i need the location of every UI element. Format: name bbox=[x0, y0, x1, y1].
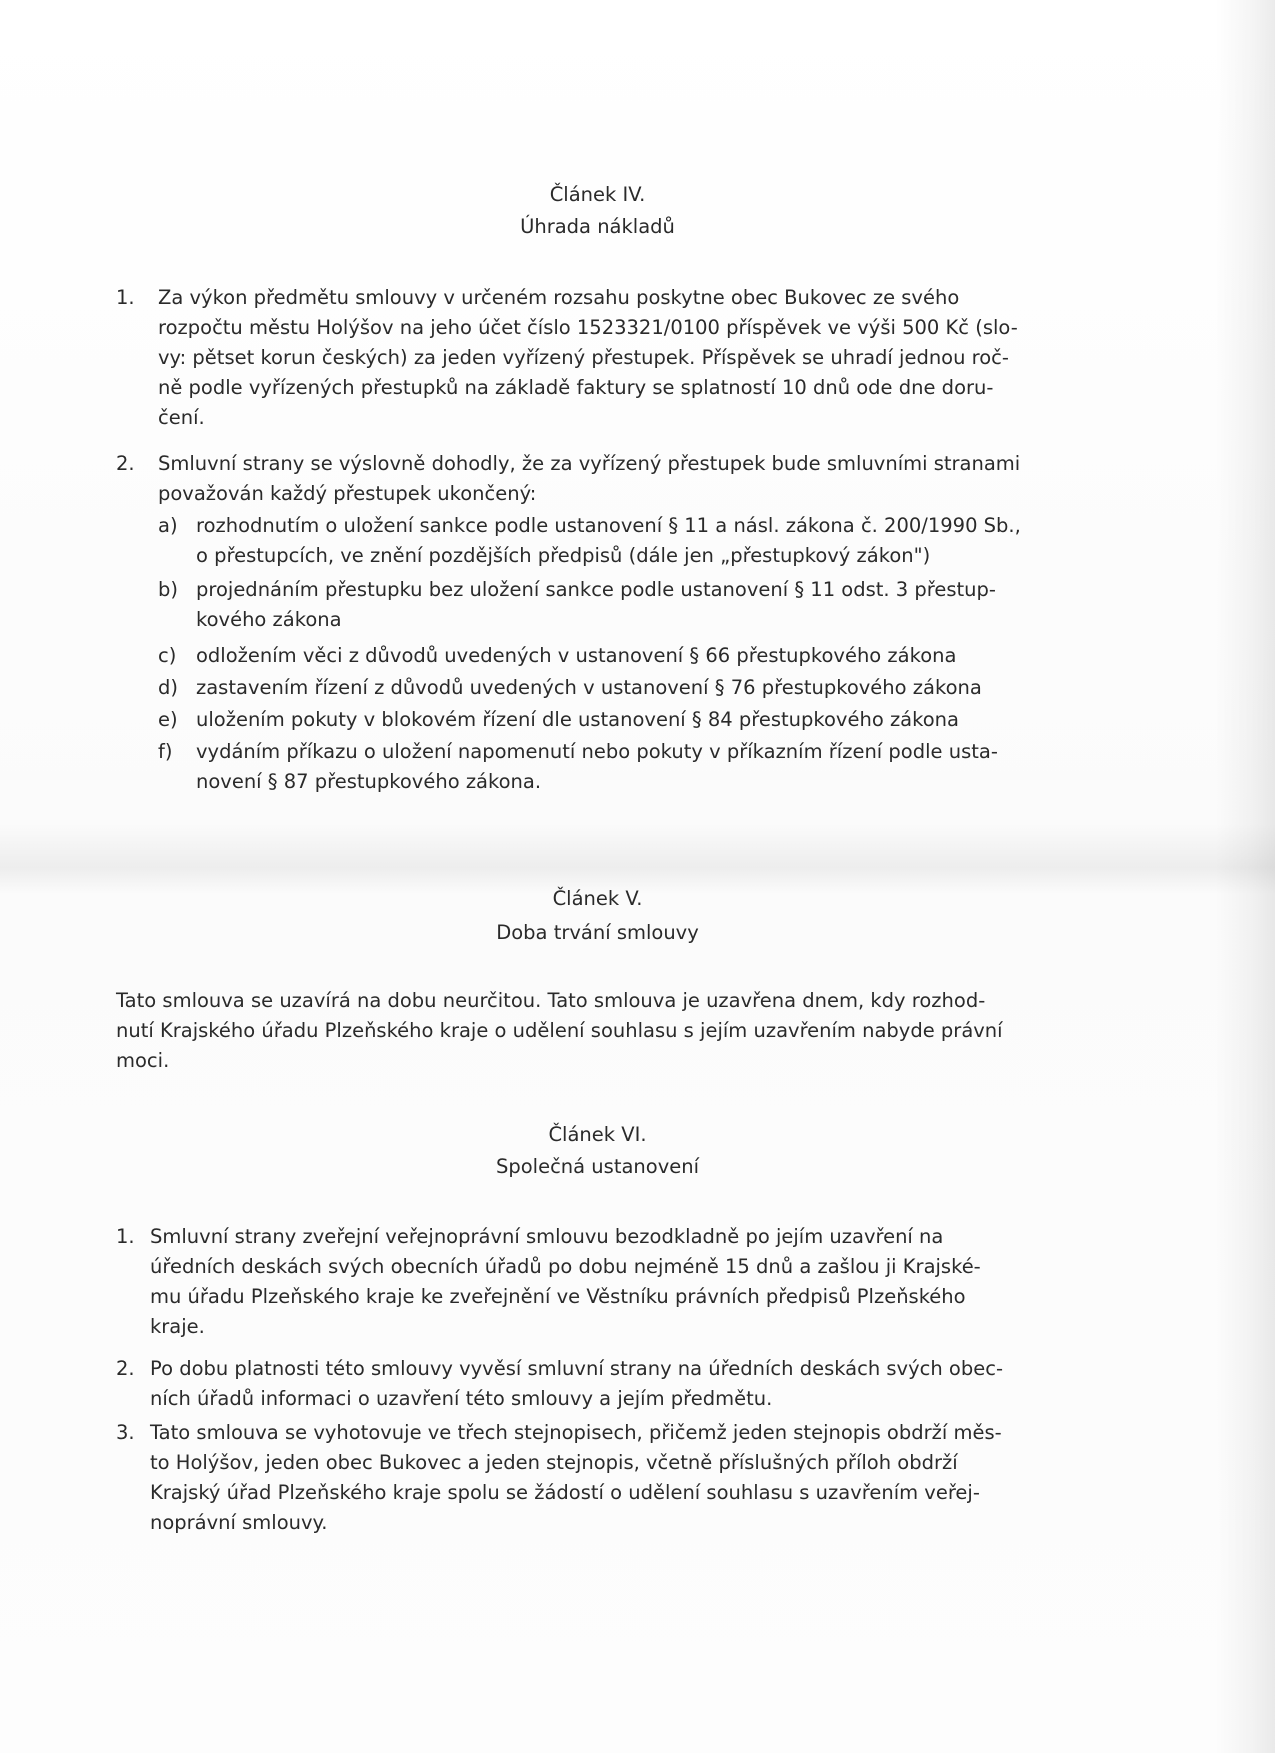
text-line: Po dobu platnosti této smlouvy vyvěsí smluvní strany na úředních deskách svých obec- bbox=[150, 1357, 1003, 1380]
item-text bbox=[150, 1354, 1071, 1414]
text-line: odložením věci z důvodů uvedených v ustanovení § 66 přestupkového zákona bbox=[196, 644, 957, 667]
article-6-label: Článek VI. bbox=[548, 1123, 647, 1146]
text-line: vy: pětset korun českých) za jeden vyřízený přestupek. Příspěvek se uhradí jednou roč- bbox=[158, 346, 1009, 369]
subitem-text bbox=[196, 705, 1078, 735]
item-text bbox=[150, 1222, 1071, 1342]
subitem-text bbox=[196, 673, 1078, 703]
text-line: moci. bbox=[116, 1049, 170, 1072]
text-line: to Holýšov, jeden obec Bukovec a jeden stejnopis, včetně příslušných příloh obdrží bbox=[150, 1451, 958, 1474]
text-line: považován každý přestupek ukončený: bbox=[158, 482, 537, 505]
text-line: úředních deskách svých obecních úřadů po dobu nejméně 15 dnů a zašlou ji Krajské- bbox=[150, 1255, 981, 1278]
text-line: kového zákona bbox=[196, 608, 342, 631]
text-line: o přestupcích, ve znění pozdějších předpisů (dále jen „přestupkový zákon") bbox=[196, 544, 931, 567]
text-line: rozhodnutím o uložení sankce podle ustanovení § 11 a násl. zákona č. 200/1990 Sb., bbox=[196, 514, 1021, 537]
text-line: čení. bbox=[158, 406, 205, 429]
article-6-title: Společná ustanovení bbox=[495, 1155, 700, 1178]
text-line: Tato smlouva se vyhotovuje ve třech stejnopisech, přičemž jeden stejnopis obdrží měs- bbox=[150, 1421, 1002, 1444]
text-line: nutí Krajského úřadu Plzeňského kraje o udělení souhlasu s jejím uzavřením nabyde právní bbox=[116, 1019, 1003, 1042]
text-line: Krajský úřad Plzeňského kraje spolu se žádostí o udělení souhlasu s uzavřením veřej- bbox=[150, 1481, 980, 1504]
text-line: vydáním příkazu o uložení napomenutí nebo pokuty v příkazním řízení podle usta- bbox=[196, 740, 998, 763]
text-line: Smluvní strany se výslovně dohodly, že za vyřízený přestupek bude smluvními stranami bbox=[158, 452, 1021, 475]
item-text bbox=[158, 283, 1076, 433]
text-line: Za výkon předmětu smlouvy v určeném rozsahu poskytne obec Bukovec ze svého bbox=[158, 286, 960, 309]
article-4-label: Článek IV. bbox=[549, 183, 646, 206]
item-number: 2. bbox=[116, 1357, 135, 1380]
subitem-letter: a) bbox=[158, 514, 178, 537]
text-line: Smluvní strany zveřejní veřejnoprávní smlouvu bezodkladně po jejím uzavření na bbox=[150, 1225, 944, 1248]
subitem-letter: c) bbox=[158, 644, 177, 667]
subitem-text bbox=[196, 641, 1078, 671]
subitem-letter: d) bbox=[158, 676, 178, 699]
item-number: 2. bbox=[116, 452, 135, 475]
text-line: novení § 87 přestupkového zákona. bbox=[196, 770, 542, 793]
text-line: Tato smlouva se uzavírá na dobu neurčitou. Tato smlouva je uzavřena dnem, kdy rozhod- bbox=[116, 989, 986, 1012]
item-text bbox=[150, 1418, 1071, 1538]
subitem-text bbox=[196, 737, 1078, 797]
page-edge-shadow bbox=[1215, 0, 1275, 1753]
subitem-text bbox=[196, 511, 1078, 571]
text-line: zastavením řízení z důvodů uvedených v ustanovení § 76 přestupkového zákona bbox=[196, 676, 982, 699]
subitem-letter: b) bbox=[158, 578, 178, 601]
text-line: kraje. bbox=[150, 1315, 205, 1338]
text-line: noprávní smlouvy. bbox=[150, 1511, 328, 1534]
text-line: ně podle vyřízených přestupků na základě faktury se splatností 10 dnů ode dne doru- bbox=[158, 376, 994, 399]
article-5-paragraph bbox=[116, 986, 1066, 1076]
subitem-letter: f) bbox=[158, 740, 173, 763]
text-line: rozpočtu městu Holýšov na jeho účet číslo 1523321/0100 příspěvek ve výši 500 Kč (slo- bbox=[158, 316, 1018, 339]
item-number: 1. bbox=[116, 1225, 135, 1248]
text-line: uložením pokuty v blokovém řízení dle ustanovení § 84 přestupkového zákona bbox=[196, 708, 959, 731]
article-5-label: Článek V. bbox=[552, 887, 643, 910]
subitem-text bbox=[196, 575, 1078, 635]
text-line: projednáním přestupku bez uložení sankce podle ustanovení § 11 odst. 3 přestup- bbox=[196, 578, 996, 601]
subitem-letter: e) bbox=[158, 708, 178, 731]
article-5-title: Doba trvání smlouvy bbox=[496, 921, 699, 944]
article-4-title: Úhrada nákladů bbox=[520, 215, 675, 238]
item-number: 3. bbox=[116, 1421, 135, 1444]
item-text bbox=[158, 449, 1076, 509]
item-number: 1. bbox=[116, 286, 135, 309]
text-line: ních úřadů informaci o uzavření této smlouvy a jejím předmětu. bbox=[150, 1387, 773, 1410]
text-line: mu úřadu Plzeňského kraje ke zveřejnění ve Věstníku právních předpisů Plzeňského bbox=[150, 1285, 966, 1308]
